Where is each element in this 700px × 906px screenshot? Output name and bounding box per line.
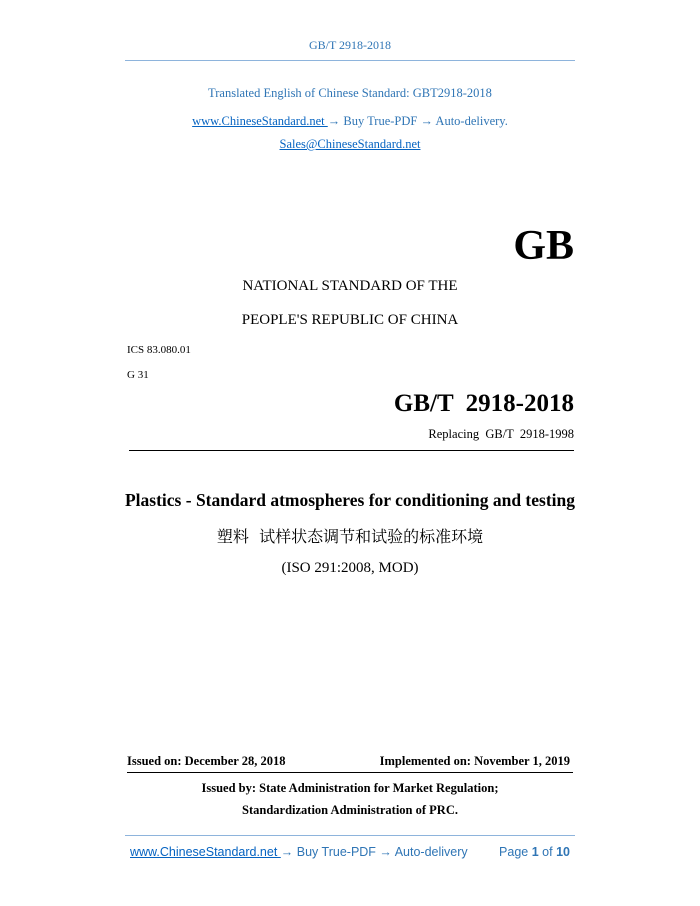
ccs-code: G 31 xyxy=(127,369,149,381)
site-link[interactable]: www.ChineseStandard.net xyxy=(192,114,328,128)
email-link[interactable]: Sales@ChineseStandard.net xyxy=(279,137,421,151)
page-label: Page xyxy=(499,845,529,859)
national-standard-line-2: PEOPLE'S REPUBLIC OF CHINA xyxy=(241,312,459,328)
chinese-title: 塑料 试样状态调节和试验的标准环境 xyxy=(216,527,484,546)
promo-line xyxy=(0,114,700,129)
english-title: Plastics - Standard atmospheres for conditioning and testing xyxy=(124,490,576,510)
ics-code: ICS 83.080.01 xyxy=(127,344,191,356)
gb-mark: GB xyxy=(513,223,574,269)
footer-divider xyxy=(125,835,575,836)
header-divider xyxy=(125,60,575,61)
number-divider xyxy=(129,450,574,451)
running-header: GB/T 2918-2018 xyxy=(308,38,392,52)
page-number: 1 xyxy=(531,845,539,859)
page-indicator xyxy=(499,845,570,859)
national-standard-line-1: NATIONAL STANDARD OF THE xyxy=(242,278,458,294)
page-total: 10 xyxy=(556,845,570,859)
footer-promo xyxy=(130,845,468,859)
iso-reference: (ISO 291:2008, MOD) xyxy=(281,560,419,576)
footer-site-link[interactable]: www.ChineseStandard.net xyxy=(130,845,281,859)
translated-line: Translated English of Chinese Standard: GBT2918-2018 xyxy=(208,86,492,100)
implemented-on: Implemented on: November 1, 2019 xyxy=(379,754,570,768)
issued-on: Issued on: December 28, 2018 xyxy=(127,754,286,768)
replacing-note: Replacing GB/T 2918-1998 xyxy=(428,427,574,441)
standard-number: GB/T 2918-2018 xyxy=(393,390,574,417)
issued-by-line-1: Issued by: State Administration for Market Regulation; xyxy=(201,781,499,795)
email-line xyxy=(0,137,700,152)
buy-text: → Buy True-PDF → Auto-delivery. xyxy=(327,114,508,128)
issue-divider xyxy=(127,772,573,773)
of-label: of xyxy=(542,845,553,859)
footer-buy-text: → Buy True-PDF → Auto-delivery xyxy=(280,845,468,859)
issued-by-line-2: Standardization Administration of PRC. xyxy=(242,803,458,817)
